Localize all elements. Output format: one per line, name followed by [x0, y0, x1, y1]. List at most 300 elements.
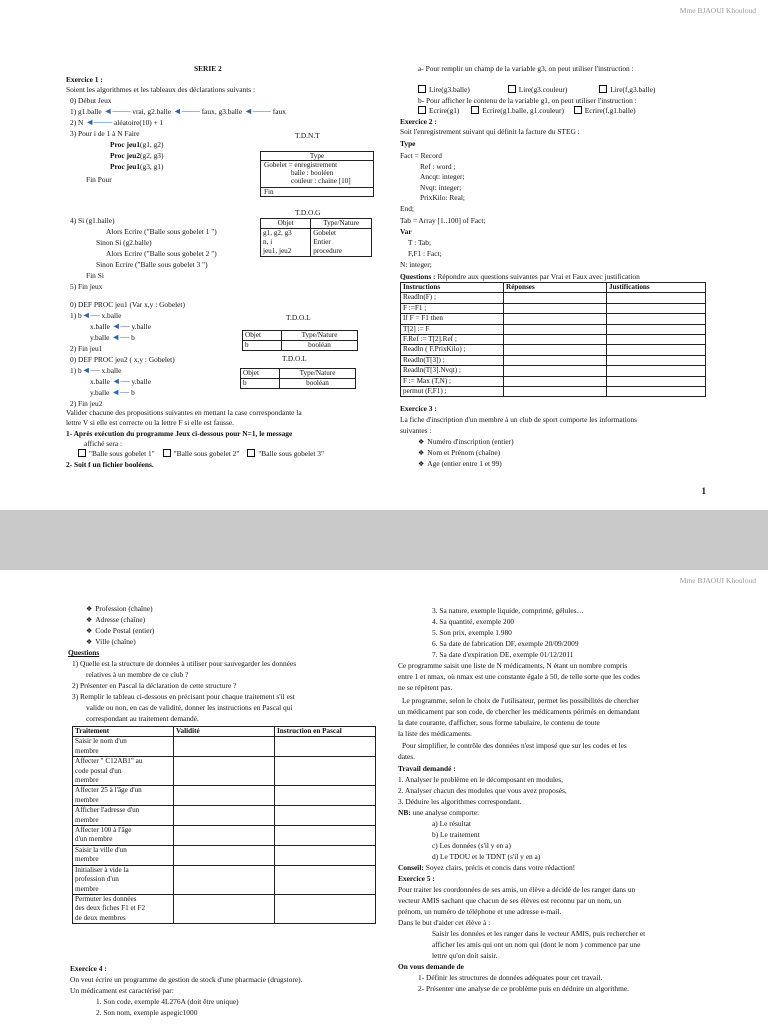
type-label: Type: [400, 139, 416, 148]
vf-answer-cell[interactable]: [504, 355, 607, 365]
vf-justification-cell[interactable]: [607, 366, 706, 376]
algo-call-3-args: (g3, g1): [140, 162, 164, 171]
ex4-item: 4. Sa quantité, exemple 200: [432, 617, 515, 626]
qa-line: a- Pour remplir un champ de la variable g3, on peut utiliser l'instruction :: [418, 64, 634, 73]
field-label: Profession (chaîne): [95, 604, 153, 613]
field-item: [418, 437, 514, 447]
tdnt-table: [260, 151, 374, 197]
diamond-bullet-icon: ❖: [86, 627, 93, 635]
table-row: [401, 355, 706, 365]
proc1-line-0: 0) DEF PROC jeu1 (Var x,y : Gobelet): [70, 300, 185, 309]
qb-line: b- Pour afficher le contenu de la variable g1, on peut utiliser l'instruction :: [418, 96, 637, 105]
traitement-cell: [73, 786, 174, 806]
table-row: [401, 303, 706, 313]
traitement-text: membre: [75, 884, 99, 893]
algo-call-2-args: (g2, g3): [140, 151, 164, 160]
tdol1-cell: booléan: [282, 341, 358, 351]
var-line-1: F,F1 : Fact;: [408, 249, 442, 258]
traitement-text: code postal d'un: [75, 766, 122, 775]
proc2-line-3-a: y.balle: [90, 388, 110, 397]
p2-question-line: 2) Présenter en Pascal la déclaration de cette structure ?: [72, 681, 237, 690]
tdnt-line-3: couleur : chaine [10]: [291, 177, 351, 185]
vf-answer-cell[interactable]: [504, 335, 607, 345]
worksheet-title: SERIE 2: [194, 64, 222, 73]
pascal-cell[interactable]: [275, 826, 376, 846]
page-header-author: Mme BJAOUI Khouloud: [679, 576, 756, 585]
traitement-cell: [73, 826, 174, 846]
q1-option-2: "Balle sous gobelet 2": [173, 449, 240, 458]
tdog-col-type: Type/Nature: [311, 219, 372, 229]
q2-line: 2- Soit f un fichier booléens.: [66, 460, 154, 469]
proc1-line-1-b: x.balle: [101, 311, 122, 320]
diamond-bullet-icon: ❖: [86, 616, 93, 624]
algo-line-2: [70, 118, 163, 127]
page-2: [0, 570, 768, 1024]
tdog-cell: Gobelet: [311, 229, 372, 239]
traitement-text: membre: [75, 776, 99, 785]
ex5-text-line: vecteur AMIS sachant que chacun de ses élèves est reconnu par un nom, un: [398, 896, 622, 905]
diamond-bullet-icon: ❖: [418, 449, 425, 457]
vf-instruction: Readln(T[3]) ;: [401, 355, 504, 365]
checkbox[interactable]: [163, 449, 171, 457]
algo-line-5: 5) Fin jeux: [70, 282, 103, 291]
algo-call-2: [110, 151, 163, 160]
ex5-goal-line: afficher les amis qui ont un nom qui (dont le nom ) commence par une: [432, 940, 641, 949]
ex3-heading: Exercice 3 :: [400, 404, 437, 413]
vf-justification-cell[interactable]: [607, 387, 706, 397]
conseil-text: Soyez clairs, précis et concis dans votre rédaction!: [425, 863, 576, 872]
vf-answer-cell[interactable]: [504, 324, 607, 334]
checkbox[interactable]: [599, 85, 607, 93]
traitement-text: membre: [75, 795, 99, 804]
q1-line-b: affiché sera :: [84, 439, 123, 448]
vf-instruction: Readln(T[3].Nvqt) ;: [401, 366, 504, 376]
proc2-line-1-a: 1) b: [70, 366, 82, 375]
traitement-text: membre: [75, 815, 99, 824]
algo-fin-si: Fin Si: [86, 271, 104, 280]
ex5-text-line: Dans le but d'aider cet élève à :: [398, 918, 491, 927]
nb-label: NB:: [398, 808, 411, 817]
ex4-text-line: Pour simplifier, le contrôle des données n'est imposé que sur les codes et les: [402, 741, 627, 750]
page-number: 1: [701, 486, 706, 496]
algo-call-1-name: Proc jeu1: [110, 140, 141, 149]
pascal-cell[interactable]: [275, 845, 376, 865]
vf-answer-cell[interactable]: [504, 314, 607, 324]
validite-cell[interactable]: [174, 894, 275, 923]
proc2-line-3-b: b: [131, 388, 135, 397]
tdog-cell: Entier: [311, 238, 372, 247]
tdog-caption: T.D.O.G: [295, 208, 321, 217]
demande-label: On vous demande de: [398, 962, 464, 971]
traitement-text: profession d'un: [75, 875, 119, 884]
demande-item: 1- Définir les structures de données adéquates pour cet travail.: [418, 973, 603, 982]
ex4-text-line: la liste des médicaments.: [398, 729, 472, 738]
nb-item: a) Le résultat: [432, 819, 471, 828]
p2-question-line: correspondant au traitement demandé.: [86, 714, 199, 723]
tdnt-line-1: Gobelet = enregistrement: [264, 161, 338, 169]
vf-justification-cell[interactable]: [607, 345, 706, 355]
vf-instruction: F := Max (T,N) ;: [401, 376, 504, 386]
ex4-item: 7. Sa date d'expiration DE, exemple 01/12/2011: [432, 650, 574, 659]
traitement-text: Afficher l'adresse d'un: [75, 806, 140, 815]
tdol1-cell: b: [243, 341, 282, 351]
ex4-intro-2: Un médicament est caractérisé par:: [70, 986, 174, 995]
diamond-bullet-icon: ❖: [418, 460, 425, 468]
tdol2-cell: booléan: [280, 379, 356, 389]
proc1-line-2-a: x.balle: [90, 322, 110, 331]
page-1: [0, 0, 768, 510]
travail-item: 2. Analyser chacun des modules que vous avez proposés,: [398, 786, 567, 795]
vf-col-instructions: Instructions: [401, 283, 504, 293]
checkbox[interactable]: [418, 106, 426, 114]
tdol1-table: [242, 330, 358, 351]
vf-justification-cell[interactable]: [607, 303, 706, 313]
q1-option-3: "Balle sous gobelet 3": [258, 449, 325, 458]
ex4-text-line: un médicament par son code, de chercher les médicaments périmés en demandant: [398, 707, 640, 716]
p2-right-column: [398, 606, 728, 1016]
decl-line-5: End;: [400, 204, 414, 213]
trait-col-traitement: Traitement: [73, 727, 174, 737]
table-row: [401, 387, 706, 397]
proc1-line-1: [70, 311, 121, 320]
vf-instruction: If F = F1 then: [401, 314, 504, 324]
field-label: Adresse (chaîne): [95, 615, 146, 624]
demande-item: 2- Présenter une analyse de ce problème puis en déduire un algorithme.: [418, 984, 629, 993]
checkbox[interactable]: [78, 449, 86, 457]
traitement-text: Saisir la ville d'un: [75, 845, 127, 854]
algo-line-1-d: faux: [272, 107, 286, 116]
nb-text: une analyse comporte:: [412, 808, 480, 817]
proc2-line-3: [90, 388, 135, 397]
assign-arrow-icon: ◄——: [172, 106, 200, 116]
tdnt-head: Type: [261, 152, 373, 161]
tdol1-col: Type/Nature: [282, 331, 358, 341]
ex1-intro: Soient les algorithmes et les tableaux des déclarations suivants :: [66, 85, 256, 94]
table-row: [401, 366, 706, 376]
assign-arrow-icon: ◄——: [103, 106, 131, 116]
algo-line-4a: Alors Ecrire ("Balle sous gobelet 1 "): [106, 227, 217, 236]
proc2-line-1: [70, 366, 121, 375]
validite-cell[interactable]: [174, 806, 275, 826]
qa-options: [418, 85, 655, 94]
proc1-line-1-a: 1) b: [70, 311, 82, 320]
vf-answer-cell[interactable]: [504, 366, 607, 376]
left-column: [66, 64, 366, 474]
page-header-author: Mme BJAOUI Khouloud: [679, 6, 756, 15]
checkbox[interactable]: [574, 106, 582, 114]
algo-line-1-c: faux, g3.balle: [201, 107, 243, 116]
vf-instruction: Readln(F) ;: [401, 293, 504, 303]
algo-call-3: [110, 162, 163, 171]
algo-line-4b: Sinon Si (g2.balle): [96, 238, 152, 247]
proc1-line-3-a: y.balle: [90, 333, 110, 342]
validite-cell[interactable]: [174, 845, 275, 865]
qb-option-2: Ecrire(g1.balle, g1.couleur): [482, 106, 564, 115]
ex1-heading: Exercice 1 :: [66, 75, 103, 84]
table-row: [73, 737, 376, 757]
ex4-text-line: Ce programme saisit une liste de N médicaments, N étant un nombre compris: [398, 661, 628, 670]
traitement-text: Affecter " C12AB1" au: [75, 757, 143, 766]
tdog-cell: procedure: [311, 247, 372, 257]
field-label: Nom et Prénom (chaîne): [427, 448, 501, 457]
field-item: [86, 626, 154, 636]
traitement-table: [72, 726, 376, 924]
vf-instruction: permut (F,F1) ;: [401, 387, 504, 397]
ex4-item: 3. Sa nature, exemple liquide, comprimé, gélules…: [432, 606, 584, 615]
assign-arrow-icon: ◄—: [81, 365, 100, 375]
ex5-goal-line: lettre qu'on doit saisir.: [432, 951, 498, 960]
tdol2-caption: T.D.O.L: [282, 354, 307, 363]
p2-question-line: relatives à un membre de ce club ?: [86, 670, 189, 679]
decl-line-6: Tab = Array [1..100] of Fact;: [400, 216, 486, 225]
tdog-col-objet: Objet: [261, 219, 311, 229]
questions-text: Répondre aux questions suivantes par Vrai et Faux avec justification: [437, 272, 640, 281]
vf-instruction: Readln ( F.PrixKilo) ;: [401, 345, 504, 355]
tdog-cell: jeu1, jeu2: [261, 247, 311, 257]
vf-justification-cell[interactable]: [607, 376, 706, 386]
travail-item: 1. Analyser le problème en le décomposant en modules,: [398, 775, 564, 784]
vf-answer-cell[interactable]: [504, 376, 607, 386]
table-row: [73, 806, 376, 826]
traitement-cell: [73, 757, 174, 786]
algo-line-1-b: vrai, g2.balle: [132, 107, 172, 116]
field-label: Age (entier entre 1 et 99): [427, 459, 502, 468]
assign-arrow-icon: ◄—: [111, 376, 130, 386]
ex4-text-line: dates.: [398, 752, 416, 761]
proc1-line-2-b: y.balle: [131, 322, 151, 331]
ex4-text-line: la date courante, d'afficher, sous forme tabulaire, le contenu de toute: [398, 718, 600, 727]
conseil-line: [398, 863, 575, 872]
traitement-text: de deux membres: [75, 913, 126, 922]
table-row: [73, 757, 376, 786]
checkbox[interactable]: [508, 85, 516, 93]
proc2-line-4: 2) Fin jeu2: [70, 399, 103, 408]
algo-line-2-a: 2) N: [70, 118, 84, 127]
decl-line-1: Ref : word ;: [420, 162, 456, 171]
validate-line-1: Valider chacune des propositions suivantes en mettant la case correspondante la: [66, 408, 302, 417]
vf-instruction: F.Ref := T[2].Ref ;: [401, 335, 504, 345]
assign-arrow-icon: ◄——: [243, 106, 271, 116]
decl-line-3: Nvqt: integer;: [420, 183, 462, 192]
validite-cell[interactable]: [174, 786, 275, 806]
proc2-line-2: [90, 377, 151, 386]
algo-call-3-name: Proc jeu1: [110, 162, 141, 171]
algo-line-1-a: 1) g1.balle: [70, 107, 102, 116]
proc1-line-4: 2) Fin jeu1: [70, 344, 103, 353]
algo-line-0: 0) Début Jeux: [70, 96, 112, 105]
table-row: [401, 314, 706, 324]
ex4-item: 6. Sa date de fabrication DF, exemple 20/09/2009: [432, 639, 579, 648]
table-row: [73, 845, 376, 865]
validite-cell[interactable]: [174, 737, 275, 757]
qb-options: [418, 106, 636, 115]
ex2-heading: Exercice 2 :: [400, 117, 437, 126]
conseil-label: Conseil:: [398, 863, 424, 872]
traitement-text: Affecter 100 à l'âge: [75, 826, 132, 835]
pascal-cell[interactable]: [275, 865, 376, 894]
page-gap: [0, 510, 768, 570]
ex2-intro: Soit l'enregistrement suivant qui définit la facture du STEG :: [400, 127, 580, 136]
vf-justification-cell[interactable]: [607, 355, 706, 365]
ex4-text-line: entre 1 et nmax, où nmax est une constante égale à 50, de telle sorte que les codes: [398, 672, 640, 681]
assign-arrow-icon: ◄—: [81, 310, 100, 320]
ex3-intro-1: La fiche d'inscription d'un membre à un club de sport comporte les informations: [400, 415, 638, 424]
field-item: [418, 459, 502, 469]
algo-call-2-name: Proc jeu2: [110, 151, 141, 160]
algo-line-4d: Sinon Ecrire ("Balle sous gobelet 3 "): [96, 260, 208, 269]
vf-col-reponses: Réponses: [504, 283, 607, 293]
table-row: [73, 894, 376, 923]
vf-answer-cell[interactable]: [504, 303, 607, 313]
vf-answer-cell[interactable]: [504, 345, 607, 355]
table-row: [401, 324, 706, 334]
travail-item: 3. Déduire les algorithmes correspondant.: [398, 797, 522, 806]
nb-item: d) Le TDOU et le TDNT (s'il y en a): [432, 852, 541, 861]
tdnt-caption: T.D.N.T: [295, 131, 320, 140]
var-line-0: T : Tab;: [408, 238, 432, 247]
traitement-cell: [73, 806, 174, 826]
traitement-text: membre: [75, 746, 99, 755]
field-label: Numéro d'inscription (entier): [427, 437, 514, 446]
trait-col-pascal: Instruction en Pascal: [275, 727, 376, 737]
p2-question-line: 3) Remplir le tableau ci-dessous en précisant pour chaque traitement s'il est: [72, 692, 295, 701]
field-label: Code Postal (entier): [95, 626, 155, 635]
assign-arrow-icon: ◄—: [111, 321, 130, 331]
proc1-line-3: [90, 333, 135, 342]
algo-line-2-b: aléatoire(10) + 1: [113, 118, 164, 127]
ex3-intro-2: suivantes :: [400, 426, 432, 435]
p2-left-column: [68, 604, 388, 1017]
travail-label: Travail demandé :: [398, 764, 456, 773]
traitement-text: d'un membre: [75, 835, 113, 844]
nb-item: b) Le traitement: [432, 830, 480, 839]
vf-instruction: F :=F1 ;: [401, 303, 504, 313]
qa-option-3: Lire(f,g3.balle): [610, 85, 656, 94]
ex4-text-line: ne se répètent pas.: [398, 683, 453, 692]
diamond-bullet-icon: ❖: [86, 638, 93, 646]
tdol2-col: Objet: [241, 369, 280, 379]
pascal-cell[interactable]: [275, 757, 376, 786]
ex5-text-line: prénom, un numéro de téléphone et une adresse e-mail.: [398, 907, 562, 916]
traitement-text: membre: [75, 855, 99, 864]
validite-cell[interactable]: [174, 865, 275, 894]
ex4-item: 2. Son nom, exemple aspegic1000: [96, 1008, 198, 1017]
table-row: [73, 865, 376, 894]
p2-question-line: valide ou non, en cas de validité, donner les instructions en Pascal qui: [86, 703, 293, 712]
var-label: Var: [400, 227, 412, 236]
traitement-cell: [73, 894, 174, 923]
checkbox[interactable]: [418, 85, 426, 93]
table-row: [73, 826, 376, 846]
tdol2-cell: b: [241, 379, 280, 389]
validite-cell[interactable]: [174, 757, 275, 786]
traitement-cell: [73, 845, 174, 865]
tdog-table: [260, 218, 372, 257]
tdnt-foot: Fin: [261, 187, 373, 196]
algo-line-1: [70, 107, 286, 116]
ex4-intro-1: On veut écrire un programme de gestion de stock d'une pharmacie (drugstore).: [70, 975, 303, 984]
table-row: [401, 376, 706, 386]
table-row: [73, 786, 376, 806]
right-column: [400, 64, 720, 484]
field-item: [86, 615, 145, 625]
vf-justification-cell[interactable]: [607, 314, 706, 324]
pascal-cell[interactable]: [275, 894, 376, 923]
tdog-cell: g1, g2, g3: [261, 229, 311, 239]
field-item: [418, 448, 500, 458]
ex4-item: 1. Son code, exemple 4L276A (doit être unique): [96, 997, 239, 1006]
table-row: [401, 293, 706, 303]
ex4-heading: Exercice 4 :: [70, 964, 107, 973]
traitement-text: Initialiser à vide la: [75, 865, 129, 874]
traitement-text: Permuter les données: [75, 894, 137, 903]
qa-option-1: Lire(g3.balle): [429, 85, 470, 94]
questions-line: [400, 272, 640, 281]
algo-line-4c: Alors Ecrire ("Balle sous gobelet 2 "): [106, 249, 217, 258]
ex4-text-line: Le programme, selon le choix de l'utilisateur, permet les possibilités de chercher: [402, 696, 640, 705]
validate-line-2: lettre V si elle est correcte ou la lettre F si elle est fausse.: [66, 418, 235, 427]
algo-call-1-args: (g1, g2): [140, 140, 164, 149]
algo-line-4: 4) Si (g1.balle): [70, 216, 115, 225]
checkbox[interactable]: [247, 449, 255, 457]
questions-label: Questions :: [400, 272, 436, 281]
vf-justification-cell[interactable]: [607, 335, 706, 345]
pascal-cell[interactable]: [275, 786, 376, 806]
algo-call-1: [110, 140, 163, 149]
decl-line-4: PrixKilo: Real;: [420, 193, 465, 202]
vf-justification-cell[interactable]: [607, 324, 706, 334]
vf-justification-cell[interactable]: [607, 293, 706, 303]
tdog-cell: n, i: [261, 238, 311, 247]
pascal-cell[interactable]: [275, 737, 376, 757]
qb-option-1: Ecrire(g1): [429, 106, 460, 115]
validite-cell[interactable]: [174, 826, 275, 846]
tdol2-table: [240, 368, 356, 389]
assign-arrow-icon: ◄——: [85, 117, 113, 127]
algo-line-3: 3) Pour i de 1 à N Faire: [70, 129, 140, 138]
trait-col-validite: Validité: [174, 727, 275, 737]
traitement-text: des deux fiches F1 et F2: [75, 904, 146, 913]
decl-line-0: Fact = Record: [400, 151, 442, 160]
pascal-cell[interactable]: [275, 806, 376, 826]
proc2-line-0: 0) DEF PROC jeu2 ( x,y : Gobelet): [70, 355, 175, 364]
vf-table: [400, 282, 706, 397]
proc2-line-2-b: y.balle: [131, 377, 151, 386]
algo-fin-pour: Fin Pour: [86, 175, 112, 184]
var-line-2: N: integer;: [400, 260, 432, 269]
qa-option-2: Lire(g3.couleur): [518, 85, 568, 94]
tdnt-line-2: balle : booléen: [291, 169, 334, 177]
ex5-goal-line: Saisir les données et les ranger dans le vecteur AMIS, puis rechercher et: [432, 929, 646, 938]
field-item: [86, 604, 153, 614]
table-row: [401, 335, 706, 345]
proc2-line-2-a: x.balle: [90, 377, 110, 386]
tdol1-col: Objet: [243, 331, 282, 341]
vf-col-justifications: Justifications: [607, 283, 706, 293]
nb-item: c) Les données (s'il y en a): [432, 841, 511, 850]
ex5-heading: Exercice 5 :: [398, 874, 435, 883]
vf-answer-cell[interactable]: [504, 293, 607, 303]
q1-options: [78, 449, 324, 458]
checkbox[interactable]: [471, 106, 479, 114]
proc1-line-2: [90, 322, 151, 331]
tdol1-caption: T.D.O.L: [286, 313, 311, 322]
ex4-item: 5. Son prix, exemple 1.980: [432, 628, 512, 637]
assign-arrow-icon: ◄—: [111, 332, 130, 342]
vf-answer-cell[interactable]: [504, 387, 607, 397]
traitement-text: Saisir le nom d'un: [75, 737, 127, 746]
ex5-text-line: Pour traiter les coordonnées de ses amis, un élève a décidé de les ranger dans un: [398, 885, 636, 894]
